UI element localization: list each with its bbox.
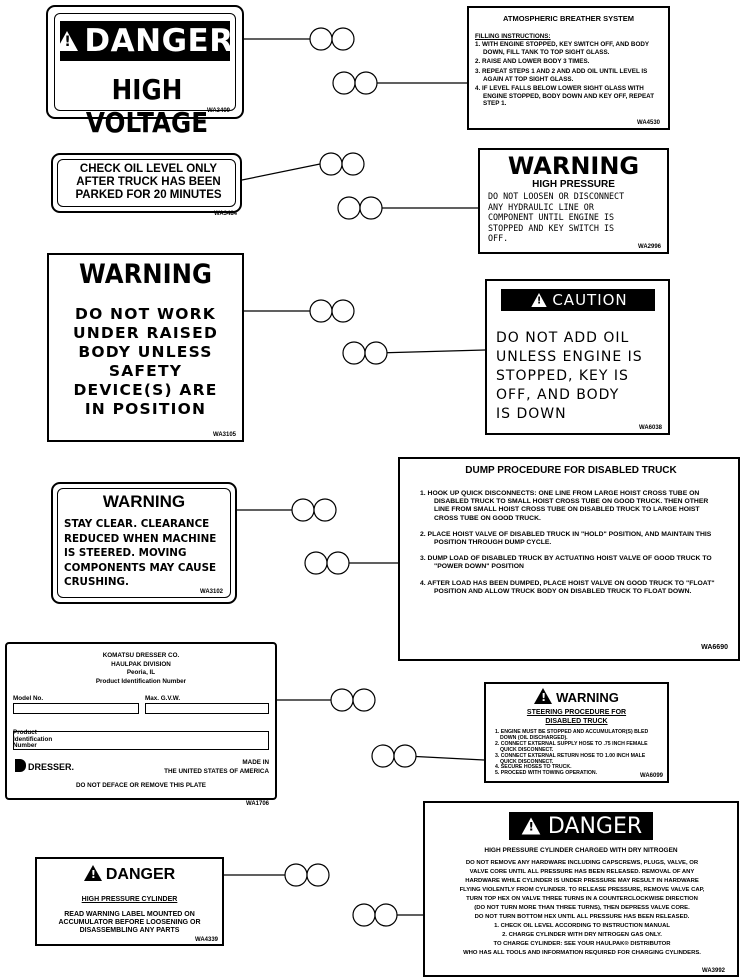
atmos-step: 1. WITH ENGINE STOPPED, KEY SWITCH OFF, AND BODY DOWN, FILL TANK TO TOP SIGHT GLASS. bbox=[475, 41, 650, 56]
warning-clear-line: COMPONENTS MAY CAUSE bbox=[64, 560, 217, 574]
danger-small-line: READ WARNING LABEL MOUNTED ON bbox=[64, 911, 195, 918]
decal-code: WA4339 bbox=[194, 937, 218, 943]
decal-code: WA6038 bbox=[638, 425, 662, 431]
dump-step: 2. PLACE HOIST VALVE OF DISABLED TRUCK IN "HOLD" POSITION, AND MAINTAIN THIS POSITION THROUGH DUMP CYCLE. bbox=[420, 530, 712, 547]
callout-balloon bbox=[353, 904, 375, 926]
decal-code: WA3992 bbox=[701, 968, 725, 974]
decal-warning-raised-body bbox=[47, 253, 244, 442]
decal-danger-hp-cylinder-nitrogen bbox=[423, 801, 739, 977]
callout-balloon bbox=[310, 28, 332, 50]
steering-step: 4. SECURE HOSES TO TRUCK. bbox=[495, 764, 572, 771]
steering-step: 3. CONNECT EXTERNAL RETURN HOSE TO 1.00 INCH MALE QUICK DISCONNECT. bbox=[495, 752, 646, 765]
steering-title: STEERING PROCEDURE FOR DISABLED TRUCK bbox=[526, 709, 627, 725]
warning-hp-line: STOPPED AND KEY SWITCH IS bbox=[488, 222, 615, 233]
callout-leader-line bbox=[377, 350, 485, 353]
callout-balloon bbox=[310, 300, 332, 322]
caution-body-text bbox=[496, 329, 643, 424]
warning-hp-line: OFF. bbox=[488, 233, 509, 243]
callout-balloon bbox=[355, 72, 377, 94]
decal-warning-high-pressure bbox=[478, 148, 669, 254]
danger-hpc-line: FLYING VIOLENTLY FROM CYLINDER. TO RELEASE PRESSURE, REMOVE VALVE CAP, bbox=[459, 887, 705, 893]
model-field bbox=[13, 703, 139, 714]
warning-body-text bbox=[49, 305, 242, 419]
dump-step: 4. AFTER LOAD HAS BEEN DUMPED, PLACE HOIST VALVE ON GOOD TRUCK TO "FLOAT" POSITION AND ALLOW TRUCK BODY ON DISABLED TRUCK TO FLOAT DOWN. bbox=[420, 579, 715, 595]
callout-balloon bbox=[394, 745, 416, 767]
callout-balloon bbox=[320, 153, 342, 175]
warning-clear-line: IS STEERED. MOVING bbox=[64, 546, 187, 559]
callout-balloon bbox=[332, 300, 354, 322]
decal-product-identification-plate bbox=[5, 642, 277, 807]
check-oil-text: CHECK OIL LEVEL ONLY AFTER TRUCK HAS BEEN PARKED FOR 20 MINUTES bbox=[75, 163, 222, 201]
callout-balloon bbox=[365, 342, 387, 364]
plate-header: KOMATSU DRESSER CO. HAULPAK DIVISION Peoria, IL Product Identification Number bbox=[95, 652, 187, 685]
callout-balloon bbox=[285, 864, 307, 886]
callout-balloon bbox=[314, 499, 336, 521]
atmos-title: ATMOSPHERIC BREATHER SYSTEM bbox=[503, 14, 634, 23]
danger-small-line: DISASSEMBLING ANY PARTS bbox=[79, 927, 180, 934]
warning-hp-body bbox=[488, 191, 659, 244]
dresser-logo-icon bbox=[15, 759, 26, 772]
danger-hpc-line: VALVE CORE UNTIL ALL PRESSURE HAS BEEN RELEASED. REMOVAL OF ANY bbox=[469, 869, 695, 875]
callout-balloon bbox=[327, 552, 349, 574]
danger-hpc-title: HIGH PRESSURE CYLINDER CHARGED WITH DRY NITROGEN bbox=[484, 847, 678, 854]
warning-triangle-icon bbox=[521, 818, 540, 835]
warning-triangle-icon bbox=[84, 865, 102, 881]
decal-caution-add-oil bbox=[485, 279, 670, 435]
danger-small-body bbox=[37, 911, 222, 935]
steering-steps bbox=[495, 730, 663, 777]
warning-clear-line: REDUCED WHEN MACHINE bbox=[64, 531, 217, 545]
callout-balloon bbox=[343, 342, 365, 364]
warning-header: WARNING bbox=[507, 152, 640, 180]
dump-step: 1. HOOK UP QUICK DISCONNECTS: ONE LINE FROM LARGE HOIST CROSS TUBE ON DISABLED TRUCK TO SMALL HOIST CROSS TUBE ON GOOD TRUCK. THEN OTHER LINE FROM SMALL HOIST CROSS TUBE ON DISABLED TRUCK TO LARGE HOIST CROSS TUBE ON GOOD TRUCK. bbox=[420, 490, 709, 522]
warning-body-line: IN POSITION bbox=[84, 400, 207, 418]
decal-code: WA1706 bbox=[245, 801, 269, 807]
callout-balloon bbox=[338, 197, 360, 219]
decal-code: WA3484 bbox=[213, 211, 237, 217]
caution-line: OFF, AND BODY bbox=[496, 387, 620, 403]
callout-balloon bbox=[305, 552, 327, 574]
danger-hpc-line: (DO NOT TURN MORE THAN THREE TURNS), THEN DEPRESS VALVE CORE. bbox=[474, 905, 690, 911]
warning-triangle-icon bbox=[534, 688, 552, 704]
decal-danger-high-pressure-cylinder bbox=[35, 857, 224, 946]
gvw-field bbox=[145, 703, 269, 714]
high-voltage-text: HIGH VOLTAGE bbox=[85, 73, 209, 139]
danger-header: ! DANGER bbox=[509, 812, 653, 840]
danger-hpc-line: WHO HAS ALL TOOLS AND INFORMATION REQUIRED FOR CHARGING CYLINDERS. bbox=[463, 950, 701, 956]
decal-code: WA3105 bbox=[212, 432, 236, 438]
pid-field bbox=[13, 731, 269, 750]
danger-hpc-line: TO CHARGE CYLINDER: SEE YOUR HAULPAK® DISTRIBUTOR bbox=[493, 941, 671, 947]
decal-code: WA6099 bbox=[639, 773, 663, 779]
decal-check-oil-level bbox=[51, 153, 242, 217]
decal-code: WA4530 bbox=[636, 120, 660, 126]
warning-triangle-icon bbox=[532, 293, 547, 307]
atmos-step: 2. RAISE AND LOWER BODY 3 TIMES. bbox=[475, 58, 590, 66]
pid-label: Product Identification Number bbox=[13, 729, 53, 749]
warning-hp-line: DO NOT LOOSEN OR DISCONNECT bbox=[488, 191, 625, 201]
danger-header: ! DANGER bbox=[60, 21, 230, 61]
warning-triangle-icon bbox=[56, 31, 78, 51]
callout-balloon bbox=[332, 28, 354, 50]
decal-code: WA6690 bbox=[701, 644, 728, 651]
steering-step: 1. ENGINE MUST BE STOPPED AND ACCUMULATOR(S) BLED DOWN (OIL DISCHARGED). bbox=[495, 729, 649, 741]
danger-small-header: !DANGER bbox=[37, 865, 222, 884]
callout-balloon bbox=[307, 864, 329, 886]
steering-step: 5. PROCEED WITH TOWING OPERATION. bbox=[495, 770, 598, 777]
callout-balloon bbox=[375, 904, 397, 926]
danger-small-line: ACCUMULATOR BEFORE LOOSENING OR bbox=[58, 919, 201, 926]
warning-body-line: DEVICE(S) ARE bbox=[73, 381, 218, 399]
decal-code: WA2996 bbox=[637, 244, 661, 250]
steering-warning-header: !WARNING bbox=[486, 688, 667, 705]
danger-small-title: HIGH PRESSURE CYLINDER bbox=[81, 896, 178, 903]
made-in-text: MADE IN THE UNITED STATES OF AMERICA bbox=[164, 759, 269, 775]
danger-hpc-line: 2. CHARGE CYLINDER WITH DRY NITROGEN GAS ONLY. bbox=[502, 932, 662, 938]
warning-subheader: HIGH PRESSURE bbox=[532, 179, 615, 190]
warning-clear-line: CRUSHING. bbox=[64, 575, 129, 588]
decal-atmospheric-breather bbox=[467, 6, 670, 130]
warning-hp-line: ANY HYDRAULIC LINE OR bbox=[488, 201, 594, 212]
danger-hpc-line: TURN TOP HEX ON VALVE THREE TURNS IN A COUNTERCLOCKWISE DIRECTION bbox=[466, 896, 698, 902]
callout-balloon bbox=[372, 745, 394, 767]
danger-hpc-line: HARDWARE WHILE CYLINDER IS UNDER PRESSURE MAY RESULT IN HARDWARE bbox=[465, 878, 699, 884]
decal-code: WA3409 bbox=[206, 108, 230, 114]
plate-footer: DO NOT DEFACE OR REMOVE THIS PLATE bbox=[75, 782, 207, 789]
warning-body-line: SAFETY bbox=[108, 362, 183, 380]
decal-danger-high-voltage bbox=[46, 5, 244, 139]
caution-line: DO NOT ADD OIL bbox=[496, 330, 630, 346]
atmos-steps bbox=[475, 41, 662, 108]
caution-line: IS DOWN bbox=[496, 406, 567, 422]
caution-line: UNLESS ENGINE IS bbox=[496, 349, 643, 365]
danger-hpc-body bbox=[429, 859, 735, 958]
decal-dump-procedure bbox=[398, 457, 740, 661]
decal-warning-stay-clear bbox=[51, 482, 237, 604]
atmos-subtitle: FILLING INSTRUCTIONS: bbox=[475, 32, 551, 40]
dresser-logo: DRESSER. bbox=[15, 759, 74, 773]
warning-clear-line: STAY CLEAR. CLEARANCE bbox=[64, 517, 210, 530]
warning-header: WARNING bbox=[79, 259, 212, 290]
caution-header: ! CAUTION bbox=[501, 289, 655, 311]
dump-title: DUMP PROCEDURE FOR DISABLED TRUCK bbox=[465, 465, 677, 476]
warning-body-line: UNDER RAISED bbox=[72, 324, 219, 342]
danger-hpc-line: 1. CHECK OIL LEVEL ACCORDING TO INSTRUCTION MANUAL bbox=[494, 923, 670, 929]
warning-header: WARNING bbox=[102, 492, 186, 511]
model-label: Model No. bbox=[13, 695, 44, 702]
atmos-step: 4. IF LEVEL FALLS BELOW LOWER SIGHT GLASS WITH ENGINE STOPPED, BODY DOWN AND KEY OFF, REPEAT STEP 1. bbox=[475, 85, 655, 108]
atmos-step: 3. REPEAT STEPS 1 AND 2 AND ADD OIL UNTIL LEVEL IS AGAIN AT TOP SIGHT GLASS. bbox=[475, 67, 648, 83]
callout-balloon bbox=[333, 72, 355, 94]
dump-steps bbox=[420, 490, 722, 596]
callout-balloon bbox=[353, 689, 375, 711]
warning-hp-line: COMPONENT UNTIL ENGINE IS bbox=[488, 212, 615, 222]
callout-balloon bbox=[331, 689, 353, 711]
callout-balloon bbox=[360, 197, 382, 219]
callout-balloon bbox=[292, 499, 314, 521]
callout-leader-line bbox=[242, 164, 320, 180]
dump-step: 3. DUMP LOAD OF DISABLED TRUCK BY ACTUATING HOIST VALVE OF GOOD TRUCK TO "POWER DOWN" POSITION bbox=[420, 555, 712, 571]
warning-body-line: DO NOT WORK bbox=[75, 305, 216, 323]
warning-body-line: BODY UNLESS bbox=[78, 343, 213, 361]
danger-hpc-line: DO NOT REMOVE ANY HARDWARE INCLUDING CAPSCREWS, PLUGS, VALVE, OR bbox=[465, 860, 699, 866]
danger-hpc-line: DO NOT TURN BOTTOM HEX UNTIL ALL PRESSURE HAS BEEN RELEASED. bbox=[474, 914, 690, 920]
gvw-label: Max. G.V.W. bbox=[145, 695, 181, 702]
callout-balloon bbox=[342, 153, 364, 175]
callout-leader-line bbox=[406, 756, 484, 760]
steering-step: 2. CONNECT EXTERNAL SUPPLY HOSE TO .75 INCH FEMALE QUICK DISCONNECT. bbox=[495, 740, 648, 753]
caution-line: STOPPED, KEY IS bbox=[496, 368, 629, 384]
warning-clear-body bbox=[64, 517, 216, 590]
decal-code: WA3102 bbox=[199, 589, 223, 595]
decal-steering-procedure bbox=[484, 682, 669, 783]
